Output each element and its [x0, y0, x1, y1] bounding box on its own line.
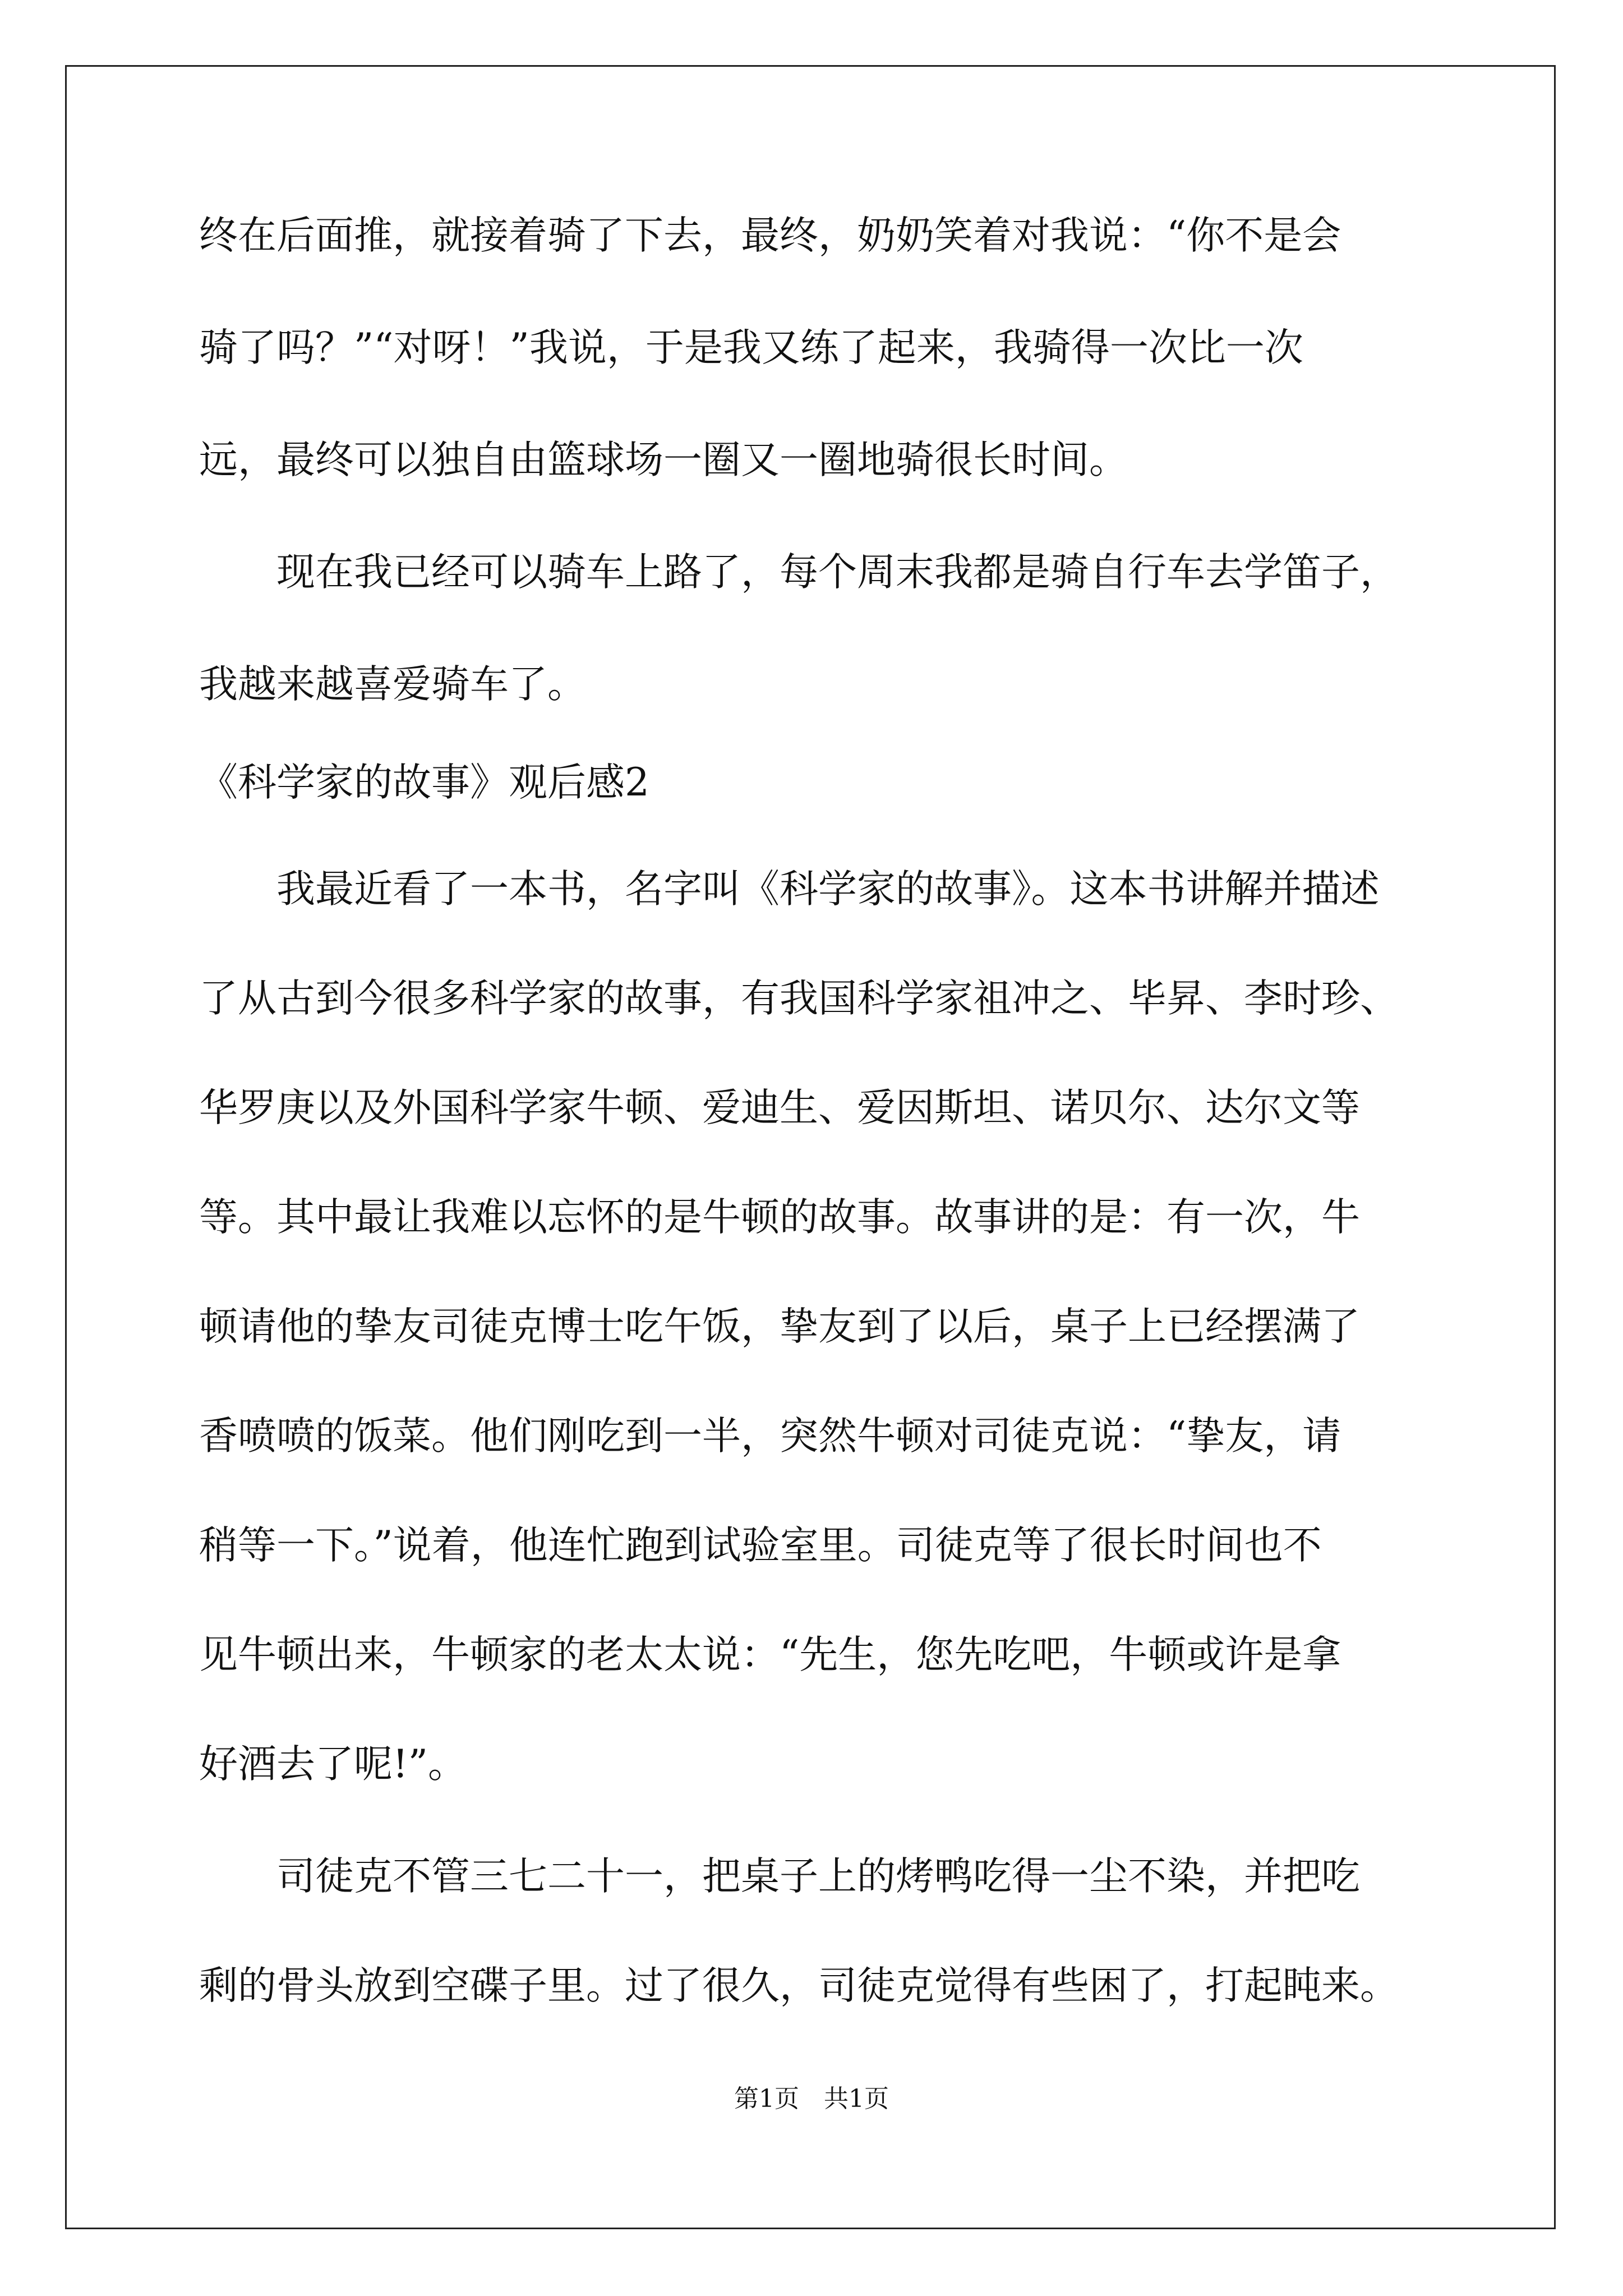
- section-heading: 《科学家的故事》观后感2: [199, 760, 649, 805]
- text-line: 好酒去了呢!”。: [199, 1742, 467, 1787]
- text-line: 稍等一下。”说着，他连忙跑到试验室里。司徒克等了很长时间也不: [199, 1523, 1322, 1568]
- text-line: 我越来越喜爱骑车了。: [199, 662, 586, 707]
- text-line: 了从古到今很多科学家的故事，有我国科学家祖冲之、毕昇、李时珍、: [199, 976, 1399, 1021]
- text-line: 司徒克不管三七二十一，把桌子上的烤鸭吃得一尘不染，并把吃: [199, 1854, 1360, 1899]
- text-line: 剩的骨头放到空碟子里。过了很久，司徒克觉得有些困了，打起盹来。: [199, 1963, 1399, 2008]
- page-border: [65, 65, 1556, 2229]
- text-line: 骑了吗？”“对呀！”我说，于是我又练了起来，我骑得一次比一次: [199, 325, 1303, 370]
- text-line: 等。其中最让我难以忘怀的是牛顿的故事。故事讲的是：有一次，牛: [199, 1195, 1360, 1240]
- text-line: 见牛顿出来，牛顿家的老太太说：“先生，您先吃吧，牛顿或许是拿: [199, 1632, 1341, 1677]
- text-line: 顿请他的挚友司徒克博士吃午饭，挚友到了以后，桌子上已经摆满了: [199, 1304, 1360, 1349]
- page-number-footer: 第1页 共1页: [734, 2085, 889, 2113]
- text-line: 终在后面推，就接着骑了下去，最终，奶奶笑着对我说：“你不是会: [199, 213, 1341, 258]
- text-line: 华罗庚以及外国科学家牛顿、爱迪生、爱因斯坦、诺贝尔、达尔文等: [199, 1085, 1360, 1130]
- text-line: 香喷喷的饭菜。他们刚吃到一半，突然牛顿对司徒克说：“挚友，请: [199, 1414, 1341, 1458]
- text-line: 我最近看了一本书，名字叫《科学家的故事》。这本书讲解并描述: [199, 867, 1380, 912]
- text-line: 远，最终可以独自由篮球场一圈又一圈地骑很长时间。: [199, 438, 1128, 482]
- text-line: 现在我已经可以骑车上路了，每个周末我都是骑自行车去学笛子，: [199, 550, 1399, 595]
